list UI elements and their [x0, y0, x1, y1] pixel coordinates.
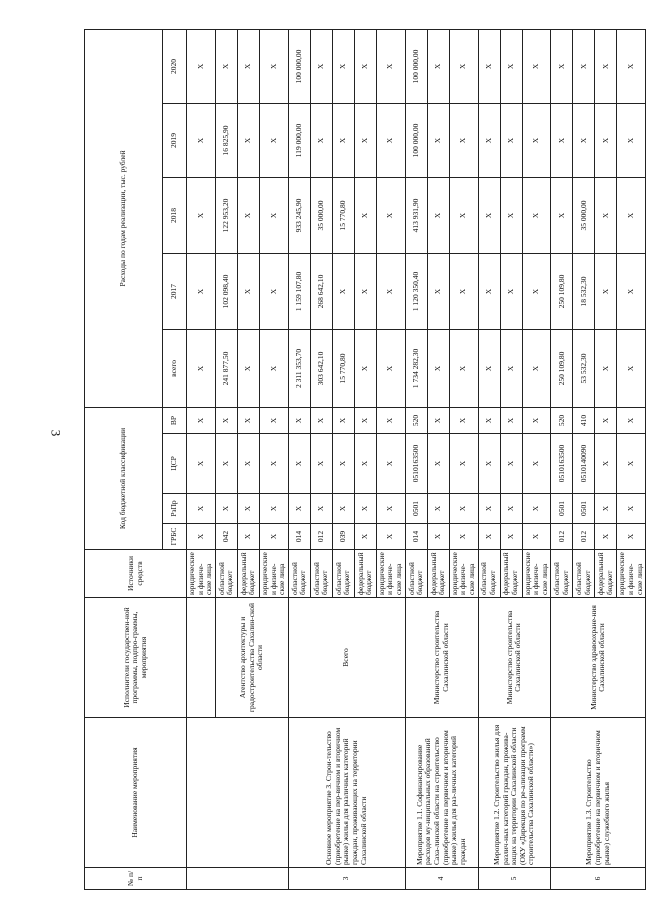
cell-y2017: Х	[354, 253, 376, 329]
cell-y2019: Х	[595, 103, 617, 177]
cell-y2017: 1 120 350,40	[405, 253, 427, 329]
cell-grbs: 012	[310, 524, 332, 550]
cell-source: областной бюджет	[332, 550, 354, 598]
table-row	[288, 29, 310, 889]
cell-name	[187, 718, 289, 868]
header-executor: Исполнители государствен-ной программы, подпро-граммы, мероприятия	[85, 598, 187, 718]
cell-csr: 0510163500	[551, 434, 573, 494]
header-vr: ВР	[163, 407, 187, 433]
cell-executor: Агентство архитектуры и градостроительства Сахалин-ской области	[215, 598, 288, 718]
cell-y2017: Х	[376, 253, 405, 329]
cell-y2019: Х	[187, 103, 216, 177]
header-2019: 2019	[163, 103, 187, 177]
cell-y2018: 933 245,90	[288, 177, 310, 253]
cell-y2019: 100 000,00	[405, 103, 427, 177]
cell-grbs: Х	[617, 524, 646, 550]
cell-y2018: Х	[427, 177, 449, 253]
cell-y2018: Х	[449, 177, 478, 253]
cell-y2017: Х	[427, 253, 449, 329]
cell-grbs: 012	[551, 524, 573, 550]
header-rzpr: РзПр	[163, 494, 187, 524]
cell-grbs: Х	[427, 524, 449, 550]
cell-y2020: Х	[259, 29, 288, 103]
cell-y2019: Х	[500, 103, 522, 177]
cell-source: областной бюджет	[551, 550, 573, 598]
cell-y2018: 122 953,20	[215, 177, 237, 253]
cell-source: областной бюджет	[288, 550, 310, 598]
cell-y2017: 1 159 107,80	[288, 253, 310, 329]
cell-total: Х	[354, 329, 376, 407]
table-row	[478, 29, 500, 889]
cell-y2020: Х	[332, 29, 354, 103]
page-number: 3	[48, 429, 64, 437]
cell-grbs: Х	[187, 524, 216, 550]
cell-y2017: Х	[617, 253, 646, 329]
cell-rzpr: Х	[259, 494, 288, 524]
cell-y2019: Х	[478, 103, 500, 177]
cell-executor: Министерство строительства Сахалинской области	[405, 598, 478, 718]
cell-total: Х	[449, 329, 478, 407]
cell-grbs: Х	[376, 524, 405, 550]
rotated-page	[84, 30, 644, 890]
cell-y2020: Х	[551, 29, 573, 103]
cell-source: юридические и физиче-ские лица	[449, 550, 478, 598]
cell-y2017: Х	[522, 253, 551, 329]
cell-y2020: Х	[500, 29, 522, 103]
cell-vr: Х	[332, 407, 354, 433]
header-code-group: Код бюджетной классификации	[85, 407, 163, 549]
cell-source: областной бюджет	[573, 550, 595, 598]
cell-y2017: Х	[332, 253, 354, 329]
table-row	[551, 29, 573, 889]
cell-total: Х	[376, 329, 405, 407]
cell-total: Х	[617, 329, 646, 407]
cell-csr: Х	[427, 434, 449, 494]
cell-total: 250 109,80	[551, 329, 573, 407]
header-expenses-group: Расходы по годам реализации, тыс. рублей	[85, 29, 163, 407]
header-total: всего	[163, 329, 187, 407]
cell-name: Основное мероприятие 3. Строи-тельство (приобретение на пер-вичном и вторичном рынке) жилья для различных категорий граждан, проживающих на территории Сахалинской области	[288, 718, 405, 868]
header-2020: 2020	[163, 29, 187, 103]
cell-source: юридические и физиче-ские лица	[522, 550, 551, 598]
header-name: Наименование мероприятия	[85, 718, 187, 868]
cell-name: Мероприятие 1.1. Софинансирование расходов му-ниципальных образований Саха-линской области на строительство (приобретение на первичном и вторичном рынке) жилья для раз-личных категорий граждан	[405, 718, 478, 868]
cell-vr: Х	[500, 407, 522, 433]
cell-total: Х	[478, 329, 500, 407]
cell-grbs: Х	[522, 524, 551, 550]
table-header	[85, 29, 187, 889]
cell-vr: Х	[478, 407, 500, 433]
cell-y2020: Х	[478, 29, 500, 103]
cell-source: юридические и физиче-ские лица	[376, 550, 405, 598]
cell-executor: Министерство строительства Сахалинской области	[478, 598, 551, 718]
cell-y2018: Х	[354, 177, 376, 253]
cell-y2019: Х	[259, 103, 288, 177]
cell-y2020: Х	[354, 29, 376, 103]
cell-total: Х	[522, 329, 551, 407]
cell-y2018: 413 931,90	[405, 177, 427, 253]
cell-y2017: 268 642,10	[310, 253, 332, 329]
cell-y2020: Х	[215, 29, 237, 103]
cell-y2020: Х	[310, 29, 332, 103]
cell-rzpr: Х	[478, 494, 500, 524]
cell-y2019: Х	[310, 103, 332, 177]
cell-vr: Х	[595, 407, 617, 433]
cell-source: федеральный бюджет	[354, 550, 376, 598]
cell-vr: 520	[551, 407, 573, 433]
cell-y2018: Х	[551, 177, 573, 253]
cell-rzpr: Х	[332, 494, 354, 524]
cell-source: областной бюджет	[215, 550, 237, 598]
cell-y2019: Х	[332, 103, 354, 177]
cell-rzpr: Х	[354, 494, 376, 524]
cell-y2019: Х	[427, 103, 449, 177]
cell-rzpr: Х	[288, 494, 310, 524]
cell-executor: Всего	[288, 598, 405, 718]
cell-num: 5	[478, 868, 551, 890]
cell-y2017: Х	[449, 253, 478, 329]
cell-y2018: Х	[376, 177, 405, 253]
cell-y2019: 16 825,90	[215, 103, 237, 177]
cell-y2019: Х	[573, 103, 595, 177]
cell-vr: Х	[215, 407, 237, 433]
cell-y2017: 250 109,80	[551, 253, 573, 329]
cell-rzpr: Х	[617, 494, 646, 524]
cell-y2017: 102 098,40	[215, 253, 237, 329]
cell-rzpr: Х	[376, 494, 405, 524]
cell-total: 15 770,80	[332, 329, 354, 407]
cell-grbs: 039	[332, 524, 354, 550]
cell-y2018: Х	[522, 177, 551, 253]
table-row	[187, 29, 216, 889]
cell-rzpr: Х	[522, 494, 551, 524]
cell-y2017: Х	[478, 253, 500, 329]
cell-grbs: Х	[259, 524, 288, 550]
cell-csr: Х	[288, 434, 310, 494]
cell-executor	[187, 598, 216, 718]
cell-grbs: 014	[405, 524, 427, 550]
cell-source: федеральный бюджет	[237, 550, 259, 598]
cell-rzpr: 0501	[551, 494, 573, 524]
cell-vr: Х	[522, 407, 551, 433]
table-row	[405, 29, 427, 889]
cell-y2018: 15 770,80	[332, 177, 354, 253]
cell-csr: Х	[595, 434, 617, 494]
cell-rzpr: 0501	[573, 494, 595, 524]
cell-csr: Х	[449, 434, 478, 494]
cell-vr: Х	[354, 407, 376, 433]
cell-source: юридические и физиче-ские лица	[259, 550, 288, 598]
cell-vr: Х	[617, 407, 646, 433]
cell-y2018: Х	[500, 177, 522, 253]
cell-total: Х	[237, 329, 259, 407]
cell-y2017: Х	[259, 253, 288, 329]
cell-y2020: Х	[427, 29, 449, 103]
cell-source: областной бюджет	[310, 550, 332, 598]
cell-csr: Х	[237, 434, 259, 494]
cell-csr: Х	[478, 434, 500, 494]
cell-total: 1 734 282,30	[405, 329, 427, 407]
cell-total: Х	[500, 329, 522, 407]
cell-vr: Х	[259, 407, 288, 433]
cell-csr: Х	[259, 434, 288, 494]
cell-y2020: Х	[522, 29, 551, 103]
cell-y2019: Х	[617, 103, 646, 177]
cell-vr: Х	[376, 407, 405, 433]
cell-y2019: Х	[354, 103, 376, 177]
cell-grbs: Х	[449, 524, 478, 550]
cell-num: 3	[288, 868, 405, 890]
cell-y2020: Х	[187, 29, 216, 103]
cell-rzpr: Х	[500, 494, 522, 524]
cell-name: Мероприятие 1.2. Строительство жилья для различ-ных категорий граждан, прожива-ющих на территории Сахалинской области (ОКУ «Дирекция по ре-ализации программ строительства Сахалинской области»)	[478, 718, 551, 868]
cell-y2018: Х	[237, 177, 259, 253]
cell-csr: Х	[522, 434, 551, 494]
cell-grbs: Х	[237, 524, 259, 550]
cell-num: 6	[551, 868, 646, 890]
cell-y2020: 100 000,00	[288, 29, 310, 103]
cell-csr: Х	[500, 434, 522, 494]
cell-y2020: Х	[376, 29, 405, 103]
cell-vr: 520	[405, 407, 427, 433]
cell-csr: Х	[215, 434, 237, 494]
cell-csr: Х	[617, 434, 646, 494]
cell-y2019: Х	[376, 103, 405, 177]
cell-y2019: Х	[522, 103, 551, 177]
cell-vr: Х	[288, 407, 310, 433]
header-2018: 2018	[163, 177, 187, 253]
cell-y2018: 35 000,00	[573, 177, 595, 253]
cell-y2018: Х	[259, 177, 288, 253]
cell-y2019: 119 000,00	[288, 103, 310, 177]
header-csr: ЦСР	[163, 434, 187, 494]
cell-vr: Х	[449, 407, 478, 433]
cell-total: Х	[595, 329, 617, 407]
cell-rzpr: Х	[310, 494, 332, 524]
cell-y2018: Х	[187, 177, 216, 253]
cell-y2020: Х	[449, 29, 478, 103]
cell-csr: Х	[354, 434, 376, 494]
cell-source: областной бюджет	[478, 550, 500, 598]
cell-y2020: Х	[237, 29, 259, 103]
budget-table	[84, 29, 646, 890]
cell-y2018: Х	[617, 177, 646, 253]
cell-total: 303 642,10	[310, 329, 332, 407]
cell-y2017: Х	[187, 253, 216, 329]
cell-y2019: Х	[551, 103, 573, 177]
cell-total: 241 877,50	[215, 329, 237, 407]
cell-vr: Х	[187, 407, 216, 433]
cell-grbs: Х	[595, 524, 617, 550]
cell-csr: Х	[187, 434, 216, 494]
header-num: № п/п	[85, 868, 187, 890]
cell-rzpr: Х	[187, 494, 216, 524]
cell-total: Х	[259, 329, 288, 407]
cell-y2020: Х	[595, 29, 617, 103]
cell-vr: Х	[427, 407, 449, 433]
cell-y2020: Х	[617, 29, 646, 103]
cell-y2018: 35 000,00	[310, 177, 332, 253]
cell-grbs: 012	[573, 524, 595, 550]
cell-num	[187, 868, 289, 890]
cell-num: 4	[405, 868, 478, 890]
cell-source: федеральный бюджет	[500, 550, 522, 598]
cell-csr: Х	[376, 434, 405, 494]
header-2017: 2017	[163, 253, 187, 329]
cell-source: федеральный бюджет	[595, 550, 617, 598]
cell-total: 2 311 353,70	[288, 329, 310, 407]
cell-y2020: 100 000,00	[405, 29, 427, 103]
cell-rzpr: Х	[215, 494, 237, 524]
cell-y2020: Х	[573, 29, 595, 103]
cell-grbs: Х	[500, 524, 522, 550]
cell-y2017: Х	[500, 253, 522, 329]
cell-rzpr: Х	[427, 494, 449, 524]
cell-y2017: 18 532,30	[573, 253, 595, 329]
cell-rzpr: Х	[237, 494, 259, 524]
cell-vr: 410	[573, 407, 595, 433]
cell-source: юридические и физиче-ские лица	[187, 550, 216, 598]
cell-csr: Х	[332, 434, 354, 494]
cell-vr: Х	[237, 407, 259, 433]
cell-total: Х	[187, 329, 216, 407]
table-body	[187, 29, 646, 889]
cell-source: юридические и физиче-ские лица	[617, 550, 646, 598]
header-grbs: ГРБС	[163, 524, 187, 550]
cell-y2017: Х	[595, 253, 617, 329]
cell-source: областной бюджет	[405, 550, 427, 598]
cell-name: Мероприятие 1.3. Строительство (приобретение на первичном и вторичном рынке) служебного жилья	[551, 718, 646, 868]
cell-grbs: 014	[288, 524, 310, 550]
cell-vr: Х	[310, 407, 332, 433]
cell-csr: 0510163500	[405, 434, 427, 494]
cell-total: Х	[427, 329, 449, 407]
cell-y2019: Х	[449, 103, 478, 177]
cell-rzpr: 0501	[405, 494, 427, 524]
cell-source: федеральный бюджет	[427, 550, 449, 598]
cell-y2019: Х	[237, 103, 259, 177]
cell-grbs: 042	[215, 524, 237, 550]
cell-grbs: Х	[354, 524, 376, 550]
cell-grbs: Х	[478, 524, 500, 550]
cell-y2017: Х	[237, 253, 259, 329]
cell-executor: Министерство здравоохране-ния Сахалинской области	[551, 598, 646, 718]
cell-y2018: Х	[595, 177, 617, 253]
cell-total: 53 532,30	[573, 329, 595, 407]
cell-y2018: Х	[478, 177, 500, 253]
cell-rzpr: Х	[449, 494, 478, 524]
header-source: Источники средств	[85, 550, 187, 598]
cell-csr: Х	[310, 434, 332, 494]
cell-rzpr: Х	[595, 494, 617, 524]
cell-csr: 0510140090	[573, 434, 595, 494]
